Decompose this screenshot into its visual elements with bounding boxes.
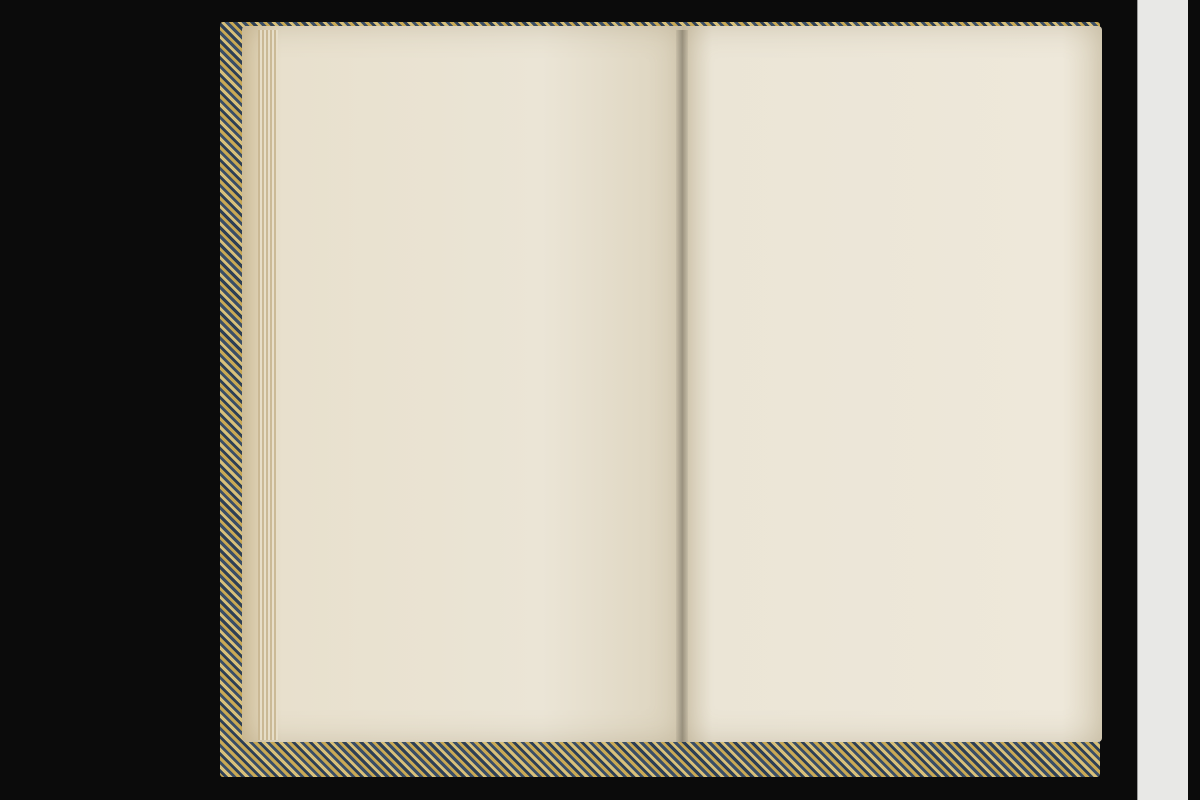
scene-subtitle-ix	[705, 104, 1035, 122]
left-page	[242, 26, 682, 742]
scene-heading-ix	[705, 86, 1035, 104]
right-page	[682, 26, 1102, 742]
scene-subtitle-viii	[355, 80, 675, 98]
scene-heading-viii	[355, 62, 675, 80]
left-page-text	[355, 62, 675, 98]
spacer	[705, 74, 1035, 86]
book-gutter	[676, 30, 688, 742]
page-edges	[258, 30, 278, 740]
right-page-text	[705, 74, 1035, 122]
measuring-ruler	[1137, 0, 1188, 800]
